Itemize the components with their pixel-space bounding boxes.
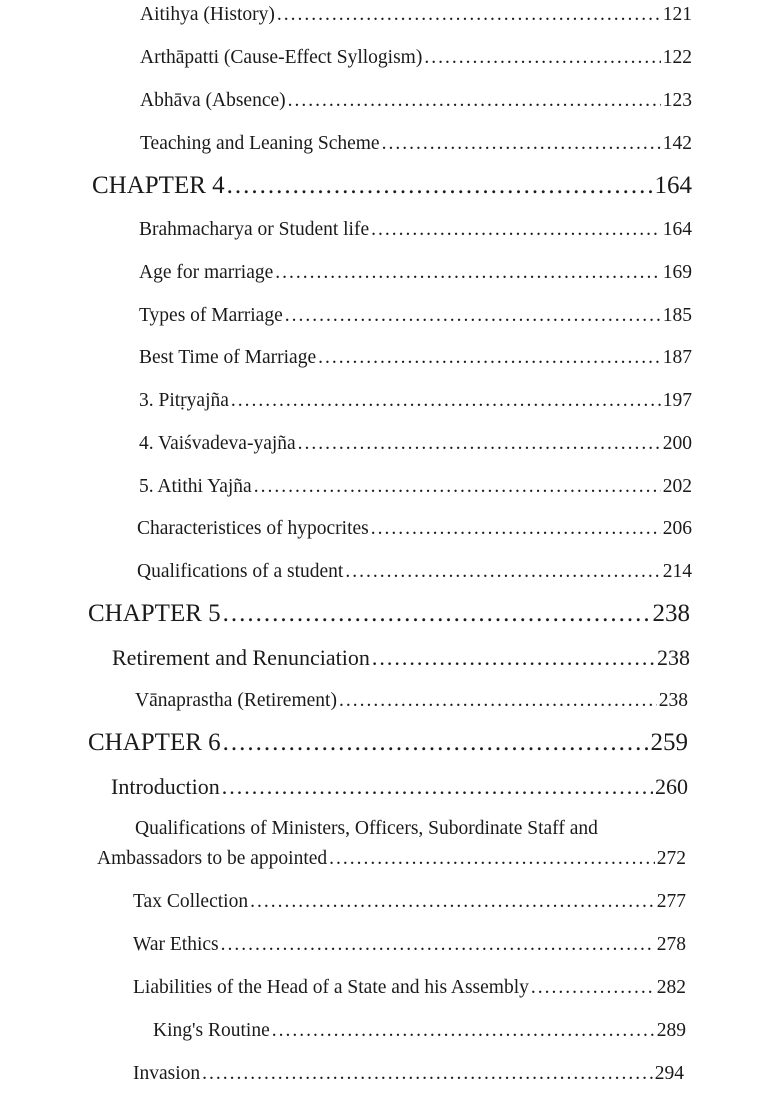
- leader-dots: [223, 600, 651, 628]
- toc-entry: [135, 690, 688, 712]
- toc-entry-page: 214: [662, 561, 692, 582]
- leader-dots: [288, 90, 661, 112]
- toc-entry-page: 206: [662, 518, 692, 539]
- toc-entry-title-line1: Qualifications of Ministers, Officers, Subordinate Staff and: [135, 818, 598, 839]
- toc-entry-title: Vānaprastha (Retirement): [135, 690, 337, 711]
- toc-entry: [139, 476, 692, 498]
- toc-entry-page: 282: [656, 977, 686, 998]
- toc-entry-page: 164: [662, 219, 692, 240]
- toc-entry-page: 260: [655, 774, 688, 799]
- toc-entry: [139, 347, 692, 369]
- toc-entry-page: 123: [662, 90, 692, 111]
- toc-entry-title: Characteristices of hypocrites: [137, 518, 369, 539]
- leader-dots: [318, 347, 661, 369]
- toc-entry-title: King's Routine: [153, 1020, 270, 1041]
- toc-entry-title: Teaching and Leaning Scheme: [140, 133, 380, 154]
- leader-dots: [371, 518, 661, 540]
- toc-entry-page: 185: [662, 305, 692, 326]
- toc-entry-page: 142: [662, 133, 692, 154]
- toc-entry-title: Tax Collection: [133, 891, 249, 912]
- toc-entry-title: Aitihya (History): [140, 4, 275, 25]
- leader-dots: [372, 645, 655, 671]
- leader-dots: [329, 848, 655, 870]
- toc-entry-title: Abhāva (Absence): [140, 90, 286, 111]
- toc-entry-title: CHAPTER 6: [88, 729, 221, 756]
- toc-chapter-heading: [92, 172, 692, 200]
- toc-entry-title: Retirement and Renunciation: [112, 645, 370, 670]
- toc-entry-page: 238: [658, 690, 688, 711]
- leader-dots: [339, 690, 657, 712]
- toc-entry-title-line2: Ambassadors to be appointed: [97, 848, 328, 869]
- leader-dots: [277, 4, 661, 26]
- toc-entry-page: 294: [654, 1063, 684, 1084]
- leader-dots: [272, 1020, 655, 1042]
- leader-dots: [202, 1063, 653, 1085]
- toc-entry-title: Liabilities of the Head of a State and his Assembly: [133, 977, 529, 998]
- toc-entry-title: 5. Atithi Yajña: [139, 476, 252, 497]
- toc-entry-title: 4. Vaiśvadeva-yajña: [139, 433, 296, 454]
- toc-section-heading: [112, 645, 690, 671]
- toc-entry: [137, 561, 692, 583]
- leader-dots: [275, 262, 660, 284]
- toc-entry: [139, 262, 692, 284]
- toc-entry: [140, 133, 692, 155]
- toc-entry-page: 200: [662, 433, 692, 454]
- toc-entry-page: 169: [662, 262, 692, 283]
- toc-entry-page: 259: [650, 729, 688, 756]
- leader-dots: [221, 934, 655, 956]
- leader-dots: [227, 172, 653, 200]
- toc-entry-title: Introduction: [111, 774, 220, 799]
- toc-entry: [140, 90, 692, 112]
- toc-entry: [133, 934, 686, 956]
- toc-entry: [140, 4, 692, 26]
- toc-entry: [133, 977, 686, 999]
- toc-entry-title: Brahmacharya or Student life: [139, 219, 370, 240]
- leader-dots: [531, 977, 655, 999]
- toc-entry-title: Invasion: [133, 1063, 201, 1084]
- leader-dots: [345, 561, 660, 583]
- toc-entry-page: 164: [654, 172, 692, 199]
- toc-entry-title: Qualifications of a student: [137, 561, 344, 582]
- toc-entry: [133, 891, 686, 913]
- leader-dots: [223, 729, 649, 757]
- toc-entry-page: 238: [657, 645, 690, 670]
- leader-dots: [231, 390, 661, 412]
- toc-entry-page: 289: [656, 1020, 686, 1041]
- toc-entry-page: 121: [662, 4, 692, 25]
- toc-chapter-heading: [88, 729, 688, 757]
- toc-entry-title: Best Time of Marriage: [139, 347, 317, 368]
- toc-entry: [137, 518, 692, 540]
- toc-entry: [139, 305, 692, 327]
- leader-dots: [254, 476, 661, 498]
- leader-dots: [285, 305, 661, 327]
- toc-entry-page: 238: [652, 600, 690, 627]
- toc-entry-title: Age for marriage: [139, 262, 274, 283]
- leader-dots: [298, 433, 661, 455]
- toc-entry-page: 197: [662, 390, 692, 411]
- toc-entry-page: 277: [656, 891, 686, 912]
- toc-entry: [139, 390, 692, 412]
- toc-section-heading: [111, 774, 688, 800]
- toc-entry: [139, 433, 692, 455]
- toc-entry-page: 122: [662, 47, 692, 68]
- toc-entry: [97, 848, 686, 870]
- leader-dots: [222, 774, 653, 800]
- toc-entry-title: CHAPTER 4: [92, 172, 225, 199]
- toc-entry-title: War Ethics: [133, 934, 219, 955]
- toc-entry-title: Types of Marriage: [139, 305, 283, 326]
- leader-dots: [250, 891, 655, 913]
- toc-entry-page: 278: [656, 934, 686, 955]
- toc-chapter-heading: [88, 600, 690, 628]
- toc-entry-page: 202: [662, 476, 692, 497]
- toc-entry: [133, 1063, 684, 1085]
- leader-dots: [371, 219, 661, 241]
- toc-entry: [139, 219, 692, 241]
- toc-entry: [153, 1020, 686, 1042]
- leader-dots: [424, 47, 660, 69]
- toc-entry-title: CHAPTER 5: [88, 600, 221, 627]
- toc-entry-title: Arthāpatti (Cause-Effect Syllogism): [140, 47, 423, 68]
- toc-entry-page: 272: [656, 848, 686, 869]
- toc-entry: [140, 47, 692, 69]
- toc-entry-page: 187: [662, 347, 692, 368]
- toc-entry-title: 3. Pitṛyajña: [139, 390, 229, 411]
- leader-dots: [382, 133, 661, 155]
